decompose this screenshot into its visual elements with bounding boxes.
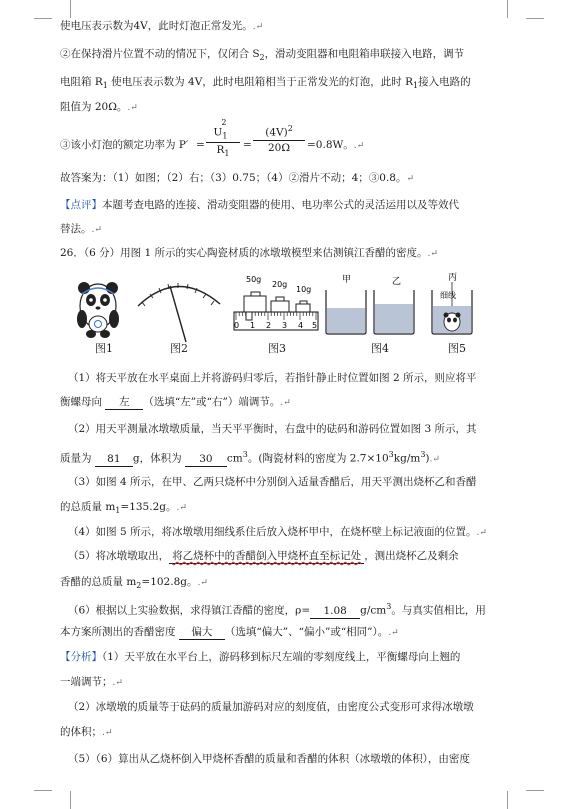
scale-tick-0: 0 <box>234 321 240 330</box>
beaker-label-jia: 甲 <box>342 275 352 285</box>
text-line-3: 电阻箱 $R_1$ 使电压表示数为 4V，此时电阻箱相当于正常发光的灯泡，此时 $R_1$接入电路的 <box>60 76 471 91</box>
figure-label-2: 图2 <box>170 342 188 355</box>
answer-blank-density: 1.08 <box>310 604 360 619</box>
figure-label-1: 图1 <box>95 342 113 355</box>
figure-label-3: 图3 <box>268 342 286 355</box>
weight-label-50g: 50g <box>246 275 262 284</box>
weight-label-20g: 20g <box>272 280 288 289</box>
crop-mark-br <box>507 791 526 809</box>
analysis-line-2: 一端调节；.↵ <box>60 676 123 688</box>
panda-figure <box>77 282 119 338</box>
crop-mark-tl <box>52 0 71 18</box>
part-5-line-1: （5）将冰墩墩取出， 将乙烧杯中的香醋倒入甲烧杯直至标记处 ，测出烧杯乙及剩余 <box>68 550 459 562</box>
crop-mark-tr <box>507 0 526 18</box>
part-3-line-1: （3）如图 4 所示，在甲、乙两只烧杯中分别倒入适量香醋后，用天平测出烧杯乙和香醋 <box>68 476 477 488</box>
balance-weights-figure <box>234 275 318 330</box>
analysis-line-4: 的体积；.↵ <box>60 726 113 738</box>
comment-line-1: 【点评】本题考查电路的连接、滑动变阻器的使用、电功率公式的灵活运用以及等效代 <box>60 199 459 211</box>
scale-tick-3: 3 <box>282 321 288 330</box>
scale-tick-4: 4 <box>298 321 304 330</box>
part-5-line-2: 香醋的总质量 $m_2=102.8g$。.↵ <box>60 576 208 591</box>
scale-tick-1: 1 <box>250 321 256 330</box>
analysis-line-5: （5）（6）算出从乙烧杯倒入甲烧杯香醋的质量和香醋的体积（冰墩墩的体积），由密度 <box>68 753 470 765</box>
part-4-line: （4）如图 5 所示，将冰墩墩用细线系住后放入烧杯甲中，在烧杯壁上标记液面的位置。.↵ <box>68 526 487 538</box>
answer-blank-volume: 30 <box>185 452 227 467</box>
comment-line-2: 替法。.↵ <box>60 223 102 235</box>
text-line-2: ②在保持滑片位置不动的情况下，仅闭合 $S_2$，滑动变阻器和电阻箱串联接入电路，调节 <box>60 48 465 63</box>
fraction-4v-over-20ohm: $(4V)^2$ 20Ω <box>253 124 305 154</box>
answer-blank-direction: 左 <box>105 395 143 410</box>
beakers-figure <box>326 274 414 334</box>
formula-equals-2: = <box>243 139 252 151</box>
scale-tick-5: 5 <box>312 321 318 330</box>
figure-label-5: 图5 <box>448 342 466 355</box>
weight-label-10g: 10g <box>296 285 312 294</box>
part-6-line-2: 本方案所测出的香醋密度 偏大 （选填“偏大”、“偏小”或“相同”）。.↵ <box>60 626 399 638</box>
answer-blank-mass: 81 <box>95 452 133 467</box>
scale-tick-2: 2 <box>266 321 272 330</box>
crop-mark-bl <box>52 791 71 809</box>
power-formula-label: ③该小灯泡的额定功率为 P′ <box>60 139 189 151</box>
text-line-1: 使电压表示数为4V，此时灯泡正常发光。.↵ <box>60 20 264 32</box>
formula-result: =0.8W。.↵ <box>307 139 365 151</box>
formula-equals-1: = <box>196 139 205 151</box>
figure-label-4: 图4 <box>371 342 389 355</box>
part-6-line-1: （6）根据以上实验数据，求得镇江香醋的密度，ρ= 1.08 $g/cm^3$。与真实值相比，用 <box>68 602 486 617</box>
fraction-u-over-r: $U_1^2$ $R_1$ <box>206 124 240 158</box>
crop-mark-tr-h <box>526 18 544 19</box>
part-1-line-2: 衡螺母向 左 （选填“左”或“右”）端调节。.↵ <box>60 396 291 408</box>
part-1-line-1: （1）将天平放在水平桌面上并将游码归零后，若指针静止时位置如图 2 所示，则应将平 <box>68 372 477 384</box>
beaker-with-panda-figure <box>432 272 472 334</box>
part-2-line-1: （2）用天平测量冰墩墩质量，当天平平衡时，右盘中的砝码和游码位置如图 3 所示，其 <box>68 423 477 435</box>
answer-blank-procedure: 将乙烧杯中的香醋倒入甲烧杯直至标记处 <box>169 549 364 564</box>
beaker-label-yi: 乙 <box>392 277 402 287</box>
thread-label: 细线 <box>440 291 456 300</box>
analysis-line-3: （2）冰墩墩的质量等于砝码的质量加游码对应的刻度值，由密度公式变形可求得冰墩墩 <box>68 701 474 713</box>
text-line-4: 阻值为 20Ω。.↵ <box>60 101 138 113</box>
crop-mark-tl-h <box>34 18 52 19</box>
answer-line: 故答案为：（1）如图；（2）右；（3）0.75；（4）②滑片不动；4；③0.8。↵ <box>60 172 415 184</box>
crop-mark-bl-h <box>34 790 52 791</box>
crop-mark-br-h <box>526 790 544 791</box>
question-26-title: 26．（6 分）用图 1 所示的实心陶瓷材质的冰墩墩模型来估测镇江香醋的密度。.↵ <box>60 247 438 259</box>
pointer-dial-figure <box>138 283 220 342</box>
beaker-label-bing: 丙 <box>448 273 458 283</box>
part-3-line-2: 的总质量 $m_1=135.2g$。.↵ <box>60 501 187 516</box>
analysis-line-1: 【分析】（1）天平放在水平台上，游码移到标尺左端的零刻度线上，平衡螺母向上翘的 <box>60 651 461 663</box>
answer-blank-comparison: 偏大 <box>179 625 225 640</box>
part-2-line-2: 质量为 81 g，体积为 30 $cm^3$。(陶瓷材料的密度为 $2.7\times 10^3kg/m^3).↵$ <box>60 450 440 465</box>
